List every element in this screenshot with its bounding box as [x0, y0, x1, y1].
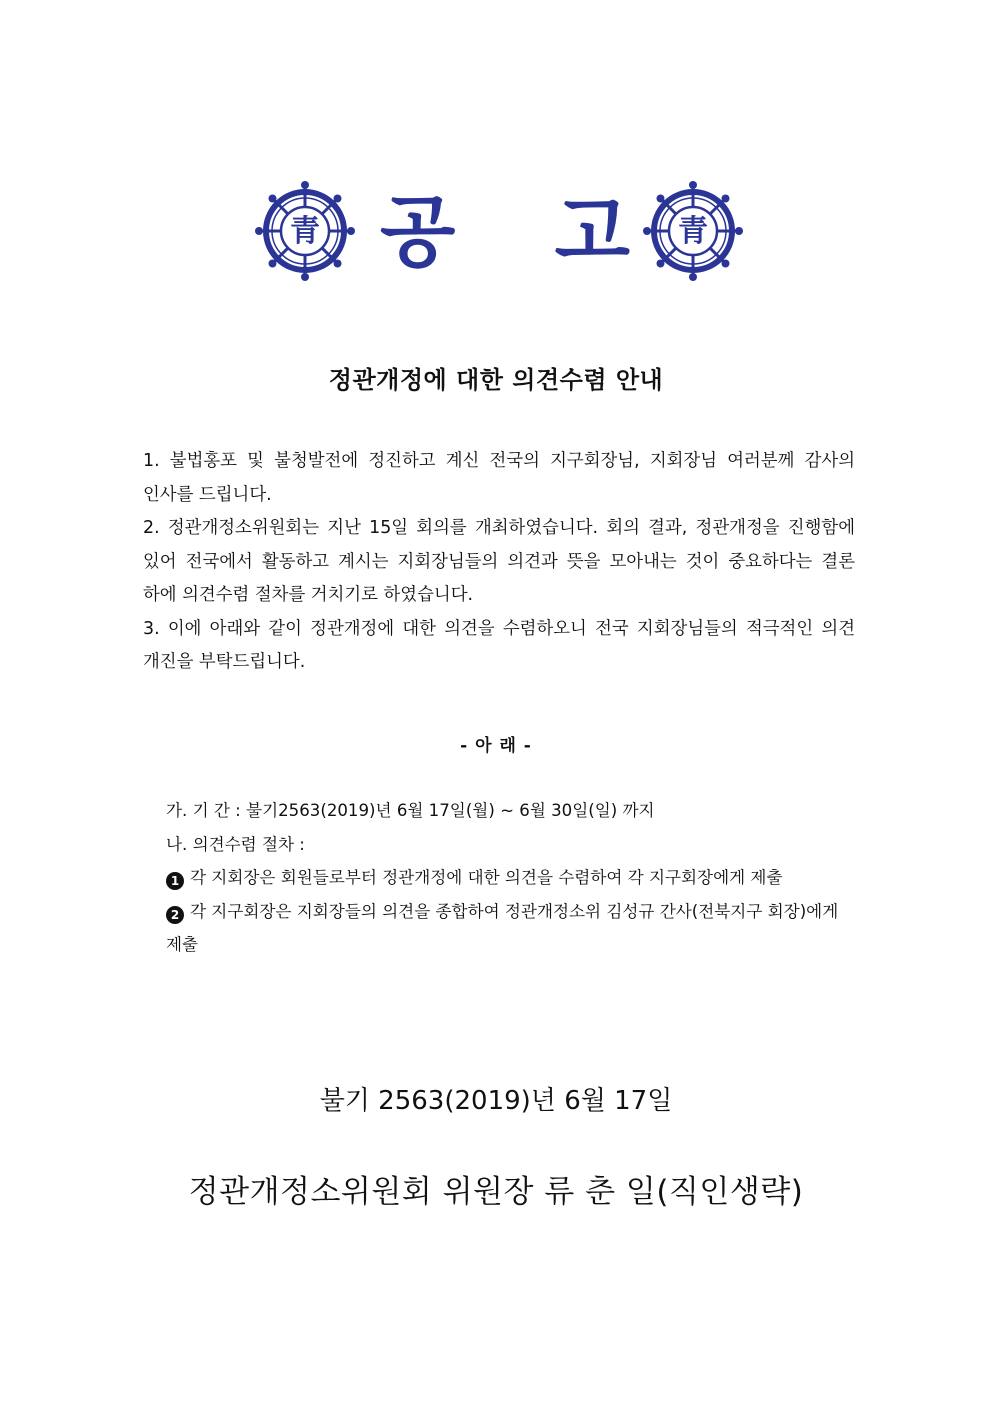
notice-header — [0, 180, 992, 280]
procedure-label: 나. 의견수렴 절차 : — [166, 834, 305, 854]
title-char-2: 고 — [554, 188, 630, 278]
notice-title — [380, 188, 630, 278]
issue-date: 불기 2563(2019)년 6월 17일 — [319, 1086, 673, 1116]
body-paragraphs — [143, 445, 855, 680]
step-text-2: 각 지구회장은 지회장들의 의견을 종합하여 정관개정소위 김성규 간사(전북지구 회장)에게 제출 — [166, 901, 839, 954]
period-line: 가. 기 간 : 불기2563(2019)년 6월 17일(월) ~ 6월 30일(일) 까지 — [166, 801, 655, 820]
procedure-step-2 — [166, 895, 856, 962]
signature-line: 정관개정소위원회 위원장 류 춘 일(직인생략) — [188, 1174, 804, 1210]
step-marker-2: 2 — [166, 906, 184, 924]
paragraph-2: 2. 정관개정소위원회는 지난 15일 회의를 개최하였습니다. 회의 결과, 정관개정을 진행함에 있어 전국에서 활동하고 계시는 지회장님들의 의견과 뜻을 모아내는 것이 중요하다는 결론 하에 의견수렴 절차를 거치기로 하였습니다. — [143, 518, 855, 605]
title-char-1: 공 — [380, 188, 456, 278]
paragraph-1: 1. 불법홍포 및 불청발전에 정진하고 계신 전국의 지구회장님, 지회장님 여러분께 감사의 인사를 드립니다. — [143, 451, 855, 505]
details-heading: - 아 래 - — [460, 736, 532, 756]
dharma-wheel-emblem-right — [643, 181, 743, 281]
procedure-step-1 — [166, 861, 856, 895]
step-marker-1: 1 — [166, 872, 184, 890]
details-section — [166, 794, 856, 962]
step-text-1: 각 지회장은 회원들로부터 정관개정에 대한 의견을 수렴하여 각 지구회장에게 제출 — [190, 868, 783, 887]
emblem-character: 青 — [678, 214, 708, 249]
emblem-character: 青 — [290, 214, 320, 249]
document-subtitle: 정관개정에 대한 의견수렴 안내 — [328, 366, 664, 394]
dharma-wheel-emblem-left — [255, 181, 355, 281]
paragraph-3: 3. 이에 아래와 같이 정관개정에 대한 의견을 수렴하오니 전국 지회장님들의 적극적인 의견 개진을 부탁드립니다. — [143, 618, 855, 672]
